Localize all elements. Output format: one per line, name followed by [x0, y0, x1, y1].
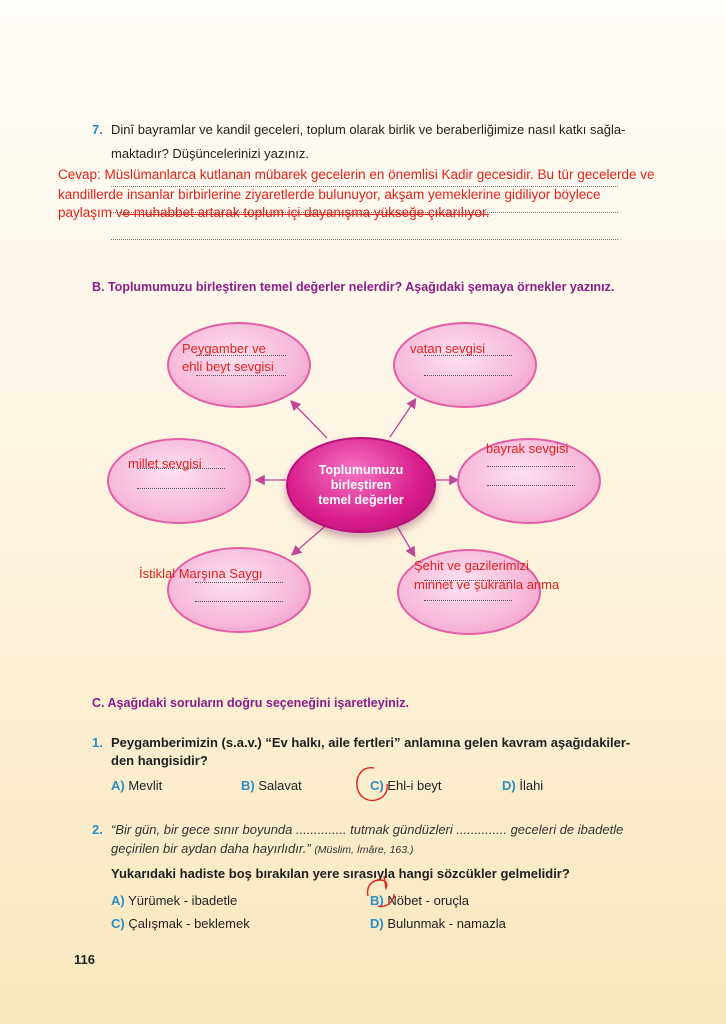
center-label-line3: temel değerler — [318, 492, 404, 507]
arrow-top-right — [390, 400, 415, 437]
oval-bottom-left — [167, 547, 311, 633]
oval-dots — [487, 485, 575, 486]
question-7-text-line1: Dinî bayramlar ve kandil geceleri, toplum olarak birlik ve beraberliğimize nasıl katkı sağla- — [111, 122, 626, 137]
hadith-source: (Müslim, İmâre, 163.) — [314, 844, 414, 856]
answer-circle-mark — [352, 762, 392, 806]
q1-option-a[interactable]: A) Mevlit — [111, 778, 163, 793]
question-2-number: 2. — [92, 822, 103, 837]
section-c-heading: C. Aşağıdaki soruların doğru seçeneğini işaretleyiniz. — [92, 696, 409, 710]
q1-option-b[interactable]: B) Salavat — [241, 778, 302, 793]
answer-top-right: vatan sevgisi — [410, 341, 486, 356]
answer-mid-right: bayrak sevgisi — [486, 441, 569, 456]
q2-option-b[interactable]: B) Nöbet - oruçla — [370, 893, 469, 908]
answer-bottom-right-line1: Şehit ve gazilerimizi — [414, 558, 529, 573]
section-b-heading: B. Toplumumuzu birleştiren temel değerler nelerdir? Aşağıdaki şemaya örnekler yazınız. — [92, 280, 615, 294]
oval-dots — [196, 375, 286, 376]
oval-dots — [137, 488, 225, 489]
center-oval — [286, 437, 436, 533]
answer-bottom-right-line2: minnet ve şükranla anma — [414, 577, 560, 592]
q1-option-c[interactable]: C) Ehl-i beyt — [370, 778, 442, 793]
oval-dots — [424, 375, 512, 376]
answer-bottom-left: İstiklal Marşına Saygı — [139, 566, 263, 581]
question-2-quote-line1: “Bir gün, bir gece sınır boyunda .............. tutmak gündüzleri .............. geceleri de ibadetle — [111, 822, 624, 837]
oval-top-right — [393, 322, 537, 408]
oval-dots — [195, 582, 283, 583]
oval-dots — [424, 600, 512, 601]
answer-mid-left: millet sevgisi — [128, 456, 202, 471]
question-7-text-line2: maktadır? Düşüncelerinizi yazınız. — [111, 146, 309, 161]
q2-option-c[interactable]: C) Çalışmak - beklemek — [111, 916, 250, 931]
arrow-top-left — [292, 402, 327, 438]
answer-mark-b — [360, 866, 400, 912]
q2-option-a[interactable]: A) Yürümek - ibadetle — [111, 893, 238, 908]
oval-mid-left — [107, 438, 251, 524]
q1-option-d[interactable]: D) İlahi — [502, 778, 544, 793]
answer-top-left-line1: Peygamber ve — [182, 341, 266, 356]
center-label-line1: Toplumumuzu — [318, 462, 404, 477]
question-1-number: 1. — [92, 735, 103, 750]
oval-dots — [195, 601, 283, 602]
handwritten-answer-line2: kandillerde insanlar birbirlerine ziyaretlerde bulunuyor, akşam yemeklerine gidiliyor böylece — [58, 187, 601, 202]
question-2-quote-line2: geçirilen bir aydan daha hayırlıdır.” (Müslim, İmâre, 163.) — [111, 841, 414, 856]
question-1-line2: den hangisidir? — [111, 753, 208, 768]
q2-option-d[interactable]: D) Bulunmak - namazla — [370, 916, 506, 931]
handwritten-answer-line1: Cevap: Müslümanlarca kutlanan mübarek gecelerin en önemlisi Kadir gecesidir. Bu tür gecelerde ve — [58, 167, 655, 182]
answer-top-left-line2: ehli beyt sevgisi — [182, 359, 274, 374]
question-7-number: 7. — [92, 122, 103, 137]
question-1-line1: Peygamberimizin (s.a.v.) “Ev halkı, aile fertleri” anlamına gelen kavram aşağıdakiler- — [111, 735, 631, 750]
handwritten-answer-line3: paylaşım ve muhabbet artarak toplum içi dayanışma yükseğe çıkarılıyor. — [58, 205, 490, 220]
question-2-prompt: Yukarıdaki hadiste boş bırakılan yere sırasıyla hangi sözcükler gelmelidir? — [111, 866, 570, 881]
page-number: 116 — [74, 952, 95, 967]
center-label-line2: birleştiren — [330, 477, 392, 492]
oval-dots — [487, 466, 575, 467]
